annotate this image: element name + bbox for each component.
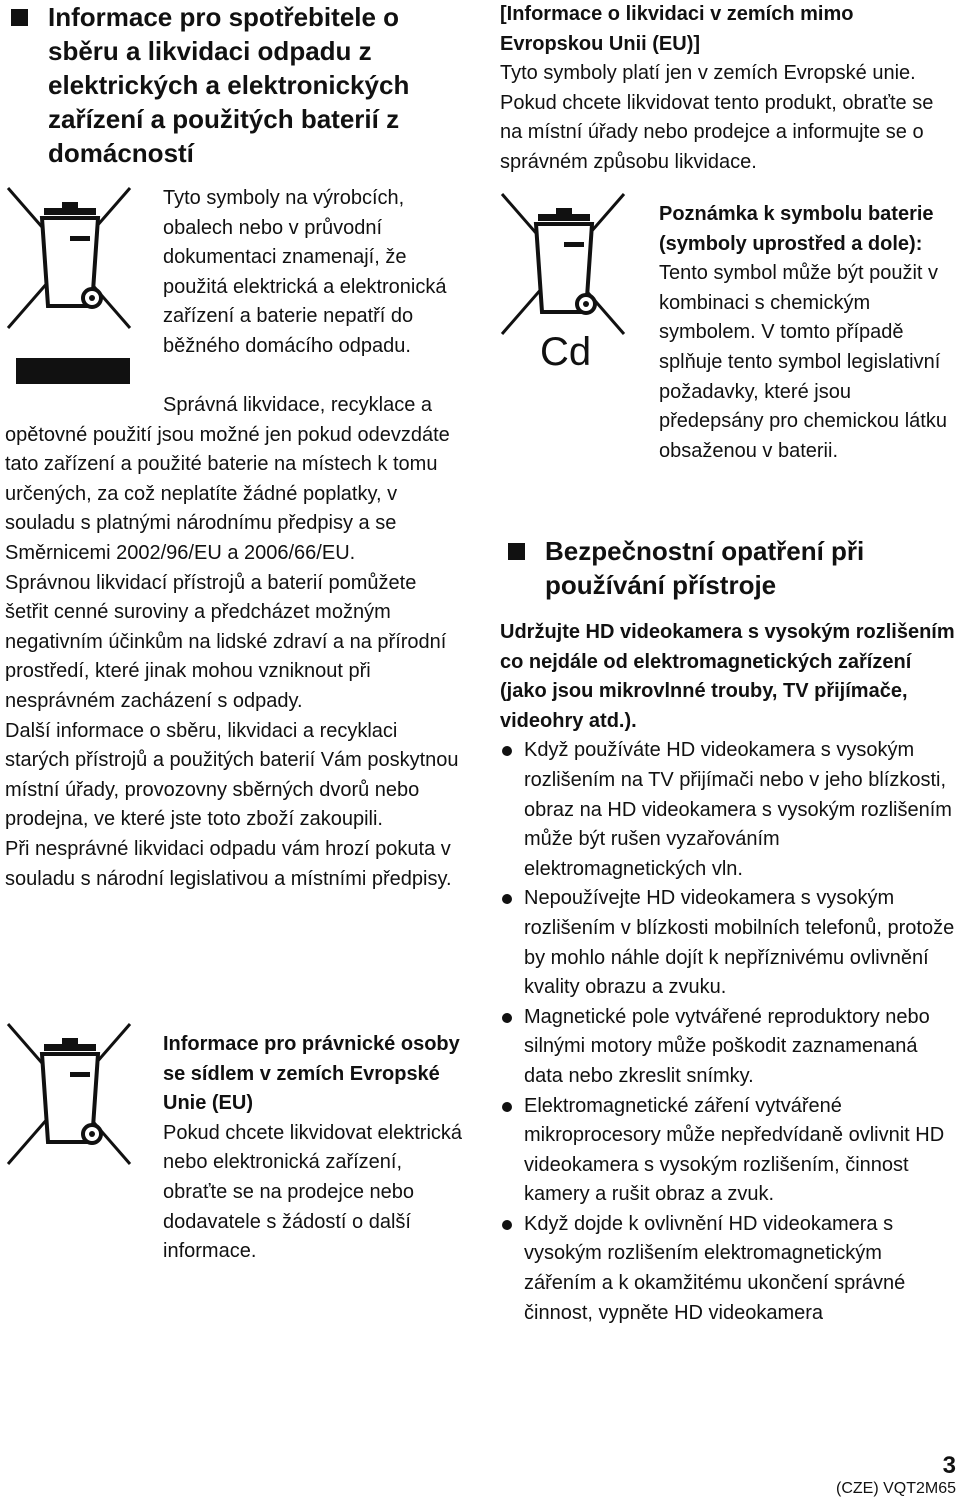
outside-eu-text: Tyto symboly platí jen v zemích Evropské unie. Pokud chcete likvidovat tento produkt, obraťte se na místní úřady nebo prodejce a informujte se o správném způsobu likvidace. [500, 62, 934, 173]
battery-note-text: Tento symbol může být použit v kombinaci s chemickým symbolem. V tomto případě splňuje tento symbol legislativní požadavky, které jsou předepsány pro chemickou látku obsaženou v baterii. [659, 262, 947, 462]
paragraph-resources: Správnou likvidací přístrojů a baterií pomůžete šetřit cenné suroviny a předcházet možným negativním účinkům na lidské zdraví a na přírodní prostředí, které jinak mohou vzniknout při nesprávném zacházení s odpady. [5, 571, 447, 712]
safety-section [500, 618, 956, 1328]
battery-note-title: Poznámka k symbolu baterie (symboly uprostřed a dole): [659, 203, 934, 255]
crossed-bin-icon [6, 186, 132, 386]
outside-eu-info [500, 0, 958, 178]
consumer-heading: Informace pro spotřebitele o sběru a likvidaci odpadu z elektrických a elektronických zařízení a použitých baterií z domácností [48, 0, 468, 170]
list-item: Magnetické pole vytvářené reproduktory nebo silnými motory může poškodit zaznamenaná data nebo zkreslit snímky. [500, 1003, 956, 1092]
document-code: (CZE) VQT2M65 [835, 1480, 956, 1497]
outside-eu-title: [Informace o likvidaci v zemích mimo Evropskou Unii (EU)] [500, 3, 854, 55]
business-title: Informace pro právnické osoby se sídlem v zemích Evropské Unie (EU) [163, 1033, 460, 1115]
heading-square-icon [508, 543, 525, 560]
list-item: Když používáte HD videokamera s vysokým rozlišením na TV přijímači nebo v jeho blízkosti, obraz na HD videokamera s vysokým rozlišením může být rušen vyzařováním elektromagnetických vln. [500, 736, 956, 884]
list-item: Elektromagnetické záření vytvářené mikroprocesory může nepředvídaně ovlivnit HD videokamera s vysokým rozlišením, činnost kamery a rušit obraz a zvuk. [500, 1092, 956, 1210]
heading-square-icon [11, 9, 28, 26]
intro-text: Tyto symboly na výrobcích, obalech nebo v průvodní dokumentaci znamenají, že použitá elektrická a elektronická zařízení a baterie nepatří do běžného domácího odpadu. [163, 187, 447, 357]
crossed-bin-icon-business [6, 1022, 132, 1168]
battery-note [659, 200, 959, 466]
safety-heading: Bezpečnostní opatření při používání přístroje [545, 534, 945, 602]
list-item: Když dojde k ovlivnění HD videokamera s vysokým rozlišením elektromagnetickým zářením a k okamžitému ukončení správné činnost, vypněte HD videokamera [500, 1210, 956, 1328]
left-body [5, 391, 465, 894]
paragraph-more-info: Další informace o sběru, likvidaci a recyklaci starých přístrojů a použitých baterií Vám poskytnou místní úřady, provozovny sběrných dvorů nebo prodejna, ve které jste toto zboží zakoupili. [5, 719, 459, 831]
business-info [163, 1030, 463, 1267]
paragraph-penalty: Při nesprávné likvidaci odpadu vám hrozí pokuta v souladu s národní legislativou a místními předpisy. [5, 837, 452, 890]
list-item: Nepoužívejte HD videokamera s vysokým rozlišením v blízkosti mobilních telefonů, protože by mohlo náhle dojít k nepříznivému ovlivnění kvality obrazu a zvuku. [500, 884, 956, 1002]
paragraph-disposal: Správná likvidace, recyklace a opětovné použití jsou možné jen pokud odevzdáte tato zařízení a použité baterie na místech k tomu určených, za což neplatíte žádné poplatky, v souladu s platnými národnímu předpisy a se Směrnicemi 2002/96/EU a 2006/66/EU. [5, 394, 450, 564]
business-text: Pokud chcete likvidovat elektrická nebo elektronická zařízení, obraťte se na prodejce nebo dodavatele s žádostí o další informace. [163, 1121, 463, 1263]
safety-intro: Udržujte HD videokamera s vysokým rozlišením co nejdále od elektromagnetických zařízení (jako jsou mikrovlnné trouby, TV přijímače, videohry atd.). [500, 621, 955, 732]
chemical-symbol: Cd [540, 330, 592, 374]
safety-bullets [500, 736, 956, 1328]
page-number: 3 [942, 1452, 956, 1479]
